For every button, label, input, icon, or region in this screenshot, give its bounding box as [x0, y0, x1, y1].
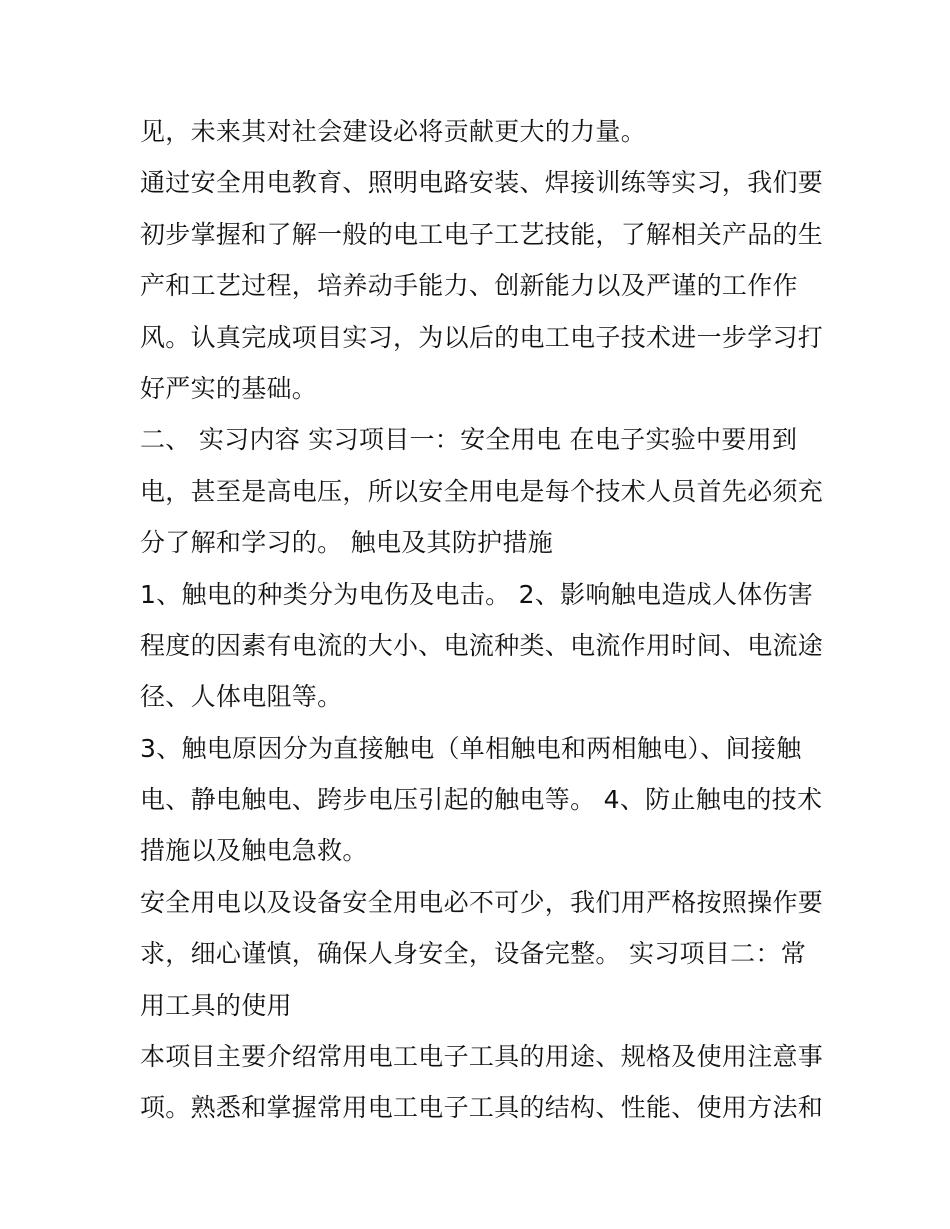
text-line: 见，未来其对社会建设必将贡献更大的力量。: [140, 117, 647, 146]
text-line: 产和工艺过程，培养动手能力、创新能力以及严谨的工作作: [140, 271, 798, 301]
text-line: 安全用电以及设备安全用电必不可少，我们用严格按照操作要: [140, 887, 824, 917]
text-line: 好严实的基础。: [140, 373, 318, 403]
text-line: 程度的因素有电流的大小、电流种类、电流作用时间、电流途: [140, 630, 824, 660]
list-item-line: 3、触电原因分为直接触电（单相触电和两相触电）、间接触: [140, 733, 802, 763]
text-line: 本项目主要介绍常用电工电子工具的用途、规格及使用注意事: [140, 1042, 824, 1072]
text-line: 径、人体电阻等。: [140, 682, 343, 712]
text-line: 用工具的使用: [140, 990, 292, 1020]
text-line: 求，细心谨慎，确保人身安全，设备完整。 实习项目二：常: [140, 939, 807, 969]
text-line: 电、静电触电、跨步电压引起的触电等。 4、防止触电的技术: [140, 785, 823, 815]
text-line: 风。认真完成项目实习，为以后的电工电子技术进一步学习打: [140, 322, 824, 352]
text-line: 初步掌握和了解一般的电工电子工艺技能，了解相关产品的生: [140, 219, 824, 249]
text-line: 分了解和学习的。 触电及其防护措施: [140, 528, 554, 558]
text-line: 项。熟悉和掌握常用电工电子工具的结构、性能、使用方法和: [140, 1093, 824, 1123]
text-line: 措施以及触电急救。: [140, 836, 368, 866]
text-line: 通过安全用电教育、照明电路安装、焊接训练等实习，我们要: [140, 168, 824, 198]
section-heading-line: 二、 实习内容 实习项目一：安全用电 在电子实验中要用到: [140, 425, 798, 455]
list-item-line: 1、触电的种类分为电伤及电击。 2、影响触电造成人体伤害: [140, 579, 814, 609]
document-body: [140, 106, 824, 1134]
text-line: 电，甚至是高电压，所以安全用电是每个技术人员首先必须充: [140, 476, 824, 506]
